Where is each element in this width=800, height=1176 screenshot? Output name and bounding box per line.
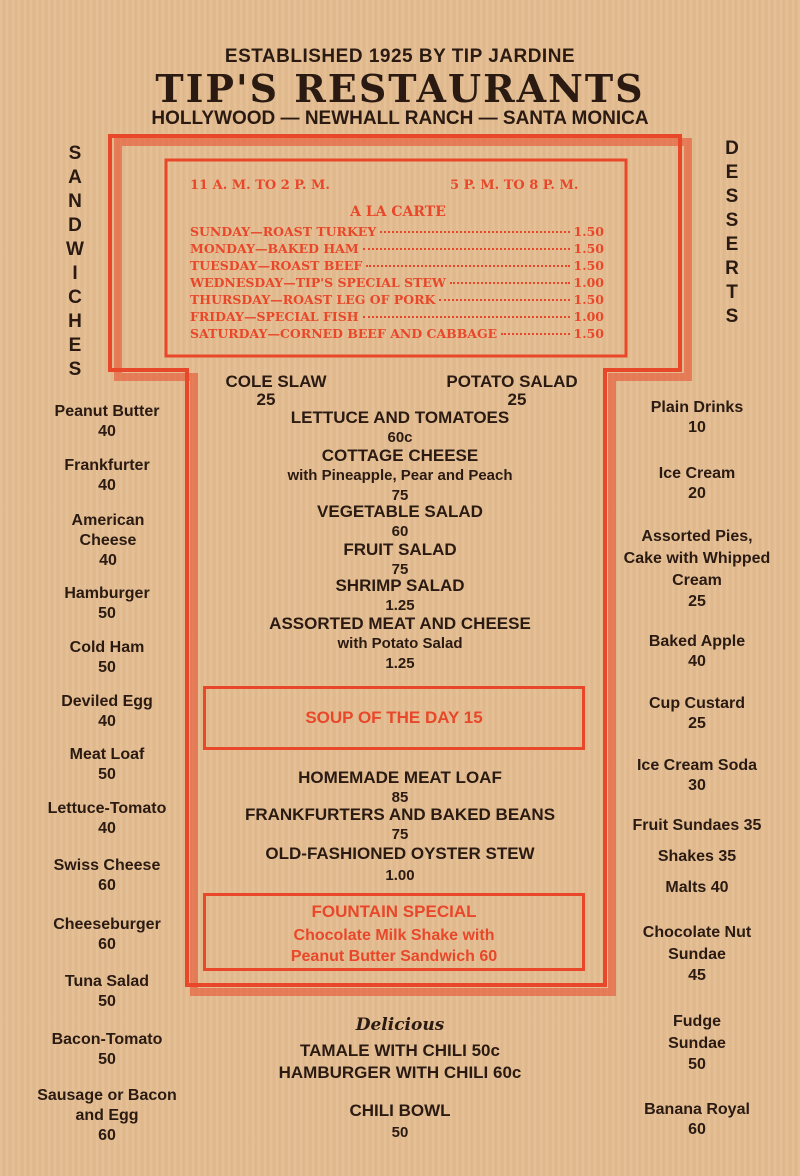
tamale-item: TAMALE WITH CHILI 50c <box>300 1041 500 1060</box>
heading-letter: R <box>725 258 739 279</box>
assorted-meat-item <box>200 614 600 674</box>
dessert-item <box>612 632 782 672</box>
dessert-item <box>612 756 782 796</box>
sandwich-item <box>22 972 192 1012</box>
item-price: 50 <box>98 659 116 676</box>
item-name: Cup Custard <box>649 695 745 712</box>
heading-letter: D <box>68 215 82 236</box>
chili-bowl-item <box>200 1101 600 1143</box>
item-price: 40 <box>98 713 116 730</box>
dinner-hours: 5 P. M. TO 8 P. M. <box>450 178 579 193</box>
dessert-item <box>612 464 782 504</box>
item-name: CHILI BOWL <box>349 1101 451 1120</box>
dessert-item <box>612 526 782 612</box>
list-item <box>190 224 604 241</box>
item-name: COTTAGE CHEESE <box>321 446 479 465</box>
item-name: Deviled Egg <box>61 693 153 710</box>
item-name: Lettuce-Tomato <box>47 800 167 817</box>
daily-dish: SATURDAY—CORNED BEEF AND CABBAGE <box>190 326 498 341</box>
daily-dish: MONDAY—BAKED HAM <box>190 241 359 256</box>
item-name: SHRIMP SALAD <box>335 576 465 595</box>
item-name: Frankfurter <box>64 457 150 474</box>
item-name: Bacon-Tomato <box>51 1031 163 1048</box>
daily-price: 1.00 <box>573 275 604 290</box>
cottage-cheese-item <box>200 446 600 506</box>
item-price: 40 <box>99 552 117 569</box>
hamburger-chili-item: HAMBURGER WITH CHILI 60c <box>278 1063 522 1082</box>
item-name: HOMEMADE MEAT LOAF <box>298 768 502 787</box>
delicious-heading: Delicious <box>355 1015 445 1035</box>
item-price: 60 <box>98 936 116 953</box>
item-price: 75 <box>391 561 409 578</box>
item-price: 10 <box>688 419 706 436</box>
potato-salad-price: 25 <box>507 390 527 409</box>
daily-dish: THURSDAY—ROAST LEG OF PORK <box>190 292 436 307</box>
item-price: 40 <box>98 820 116 837</box>
item-price: 50 <box>391 1124 409 1141</box>
heading-letter: S <box>725 210 739 231</box>
daily-dish: SUNDAY—ROAST TURKEY <box>190 224 377 239</box>
dessert-item <box>612 847 782 867</box>
soup-of-the-day: SOUP OF THE DAY 15 <box>305 708 483 727</box>
oyster-stew-item <box>200 844 600 886</box>
item-name: Hamburger <box>64 585 150 602</box>
item-price: 1.25 <box>385 655 415 672</box>
daily-price: 1.50 <box>573 241 604 256</box>
item-price: 50 <box>98 993 116 1010</box>
item-price: 30 <box>688 777 706 794</box>
item-price: 50 <box>98 766 116 783</box>
item-description: with Pineapple, Pear and Peach <box>287 467 513 484</box>
item-name: VEGETABLE SALAD <box>317 502 483 521</box>
item-price: 60 <box>391 523 409 540</box>
heading-letter: N <box>68 191 82 212</box>
a-la-carte-heading: A LA CARTE <box>350 204 446 220</box>
item-price: 50 <box>688 1056 706 1073</box>
item-price: 60 <box>98 877 116 894</box>
sandwich-item <box>22 856 192 896</box>
sandwich-item <box>22 1030 192 1070</box>
item-name: Assorted Pies, Cake with Whipped Cream <box>623 528 771 589</box>
item-name: American Cheese <box>71 512 145 549</box>
a-la-carte-list <box>190 224 604 343</box>
item-price: 1.00 <box>385 867 415 884</box>
potato-salad-item: POTATO SALAD <box>446 372 578 391</box>
heading-letter: A <box>68 167 82 188</box>
heading-letter: T <box>726 282 738 303</box>
established-line: ESTABLISHED 1925 BY TIP JARDINE <box>224 46 576 67</box>
cole-slaw-item <box>216 372 336 392</box>
fountain-special-line: Peanut Butter Sandwich 60 <box>290 948 498 965</box>
sandwich-item <box>22 692 192 732</box>
item-price: 60c <box>387 429 413 446</box>
list-item <box>190 258 604 275</box>
heading-letter: W <box>66 239 84 260</box>
item-price: 45 <box>688 967 706 984</box>
item-price: 75 <box>391 487 409 504</box>
sandwich-item <box>22 402 192 442</box>
item-name: Swiss Cheese <box>53 857 161 874</box>
heading-letter: S <box>68 359 82 380</box>
meat-loaf-item <box>200 768 600 808</box>
item-price: 40 <box>98 477 116 494</box>
daily-dish: TUESDAY—ROAST BEEF <box>190 258 363 273</box>
item-name: LETTUCE AND TOMATOES <box>290 408 510 427</box>
item-price: 25 <box>688 593 706 610</box>
heading-letter: I <box>72 263 78 284</box>
heading-letter: D <box>725 138 739 159</box>
list-item <box>190 292 604 309</box>
fountain-special-title: FOUNTAIN SPECIAL <box>311 902 477 921</box>
sandwich-item <box>22 799 192 839</box>
lettuce-item <box>200 408 600 448</box>
fountain-special-line: Chocolate Milk Shake with <box>293 927 495 944</box>
cole-slaw-price: 25 <box>256 390 276 409</box>
item-name: Malts 40 <box>665 879 729 896</box>
heading-letter: C <box>68 287 82 308</box>
vegetable-salad-item <box>200 502 600 542</box>
restaurant-title: TIP'S RESTAURANTS <box>155 66 645 111</box>
list-item <box>190 326 604 343</box>
dessert-item <box>612 1011 782 1075</box>
item-name: OLD-FASHIONED OYSTER STEW <box>265 844 535 863</box>
daily-price: 1.50 <box>573 292 604 307</box>
sandwich-item <box>22 584 192 624</box>
locations-line: HOLLYWOOD — NEWHALL RANCH — SANTA MONICA <box>151 108 649 129</box>
item-name: FRUIT SALAD <box>343 540 457 559</box>
item-price: 60 <box>98 1127 116 1144</box>
item-price: 1.25 <box>385 597 415 614</box>
dessert-item <box>612 922 782 986</box>
list-item <box>190 275 604 292</box>
dessert-item <box>612 694 782 734</box>
dessert-item <box>612 398 782 438</box>
item-name: Shakes 35 <box>657 848 737 865</box>
item-name: Plain Drinks <box>650 399 744 416</box>
item-price: 40 <box>688 653 706 670</box>
item-price: 85 <box>391 789 409 806</box>
daily-price: 1.50 <box>573 258 604 273</box>
fruit-salad-item <box>200 540 600 580</box>
daily-price: 1.00 <box>573 309 604 324</box>
sandwich-item <box>22 638 192 678</box>
sandwich-item <box>22 745 192 785</box>
item-description: with Potato Salad <box>337 635 463 652</box>
item-name: Banana Royal <box>644 1101 750 1118</box>
item-name: Cheeseburger <box>53 916 161 933</box>
item-price: 75 <box>391 826 409 843</box>
item-name: Meat Loaf <box>69 746 145 763</box>
frankfurters-item <box>200 805 600 845</box>
sandwich-item <box>22 511 194 571</box>
heading-letter: S <box>68 143 82 164</box>
sandwich-item <box>22 1086 192 1146</box>
item-name: Peanut Butter <box>54 403 160 420</box>
list-item <box>190 309 604 326</box>
dessert-item <box>612 1100 782 1140</box>
heading-letter: H <box>68 311 82 332</box>
daily-price: 1.50 <box>573 326 604 341</box>
item-name: Cold Ham <box>69 639 145 656</box>
item-price: 60 <box>688 1121 706 1138</box>
item-price: 20 <box>688 485 706 502</box>
heading-letter: E <box>68 335 82 356</box>
sandwich-item <box>22 456 192 496</box>
item-name: Fudge Sundae <box>668 1013 726 1052</box>
shrimp-salad-item <box>200 576 600 616</box>
item-name: Fruit Sundaes 35 <box>632 817 762 834</box>
item-name: ASSORTED MEAT AND CHEESE <box>269 614 531 633</box>
item-name: Tuna Salad <box>64 973 150 990</box>
item-name: Ice Cream <box>658 465 736 482</box>
dessert-item <box>612 816 782 836</box>
item-price: 25 <box>688 715 706 732</box>
heading-letter: S <box>725 306 739 327</box>
item-name: Chocolate Nut Sundae <box>642 924 752 963</box>
item-name: FRANKFURTERS AND BAKED BEANS <box>244 805 556 824</box>
heading-letter: E <box>725 162 739 183</box>
item-name: Sausage or Bacon and Egg <box>37 1087 177 1124</box>
item-price: 50 <box>98 1051 116 1068</box>
list-item <box>190 241 604 258</box>
heading-letter: E <box>725 234 739 255</box>
sandwiches-vertical-heading <box>55 142 95 382</box>
item-price: 50 <box>98 605 116 622</box>
desserts-vertical-heading <box>712 137 752 329</box>
item-name: Ice Cream Soda <box>636 757 758 774</box>
heading-letter: S <box>725 186 739 207</box>
dessert-item <box>612 878 782 898</box>
item-price: 40 <box>98 423 116 440</box>
daily-dish: WEDNESDAY—TIP'S SPECIAL STEW <box>190 275 446 290</box>
sandwich-item <box>22 915 192 955</box>
item-name: Baked Apple <box>648 633 746 650</box>
daily-dish: FRIDAY—SPECIAL FISH <box>190 309 359 324</box>
lunch-hours: 11 A. M. TO 2 P. M. <box>190 178 330 193</box>
item-name: COLE SLAW <box>225 372 327 391</box>
daily-price: 1.50 <box>573 224 604 239</box>
